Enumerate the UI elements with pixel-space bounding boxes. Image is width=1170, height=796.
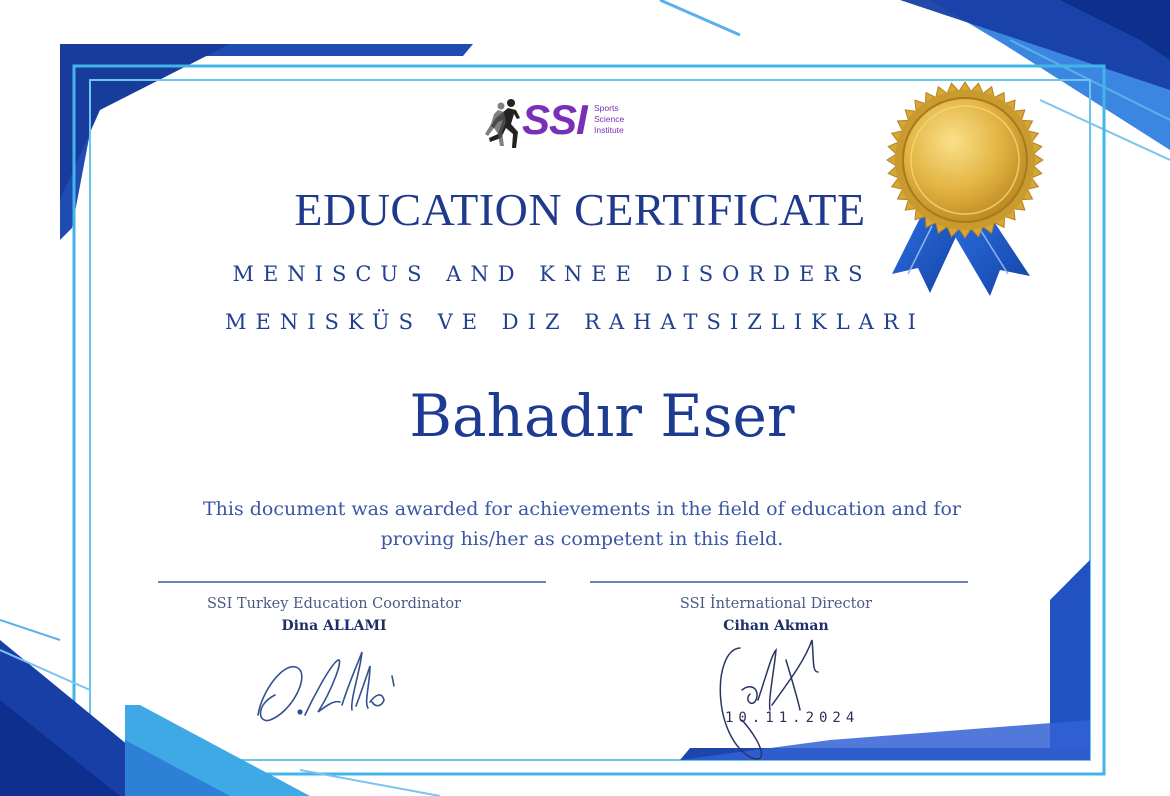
issue-date: 10.11.2024 bbox=[725, 710, 860, 726]
corner-bottom-right-band bbox=[680, 720, 1090, 760]
signature-cihan bbox=[720, 640, 818, 759]
corner-line bbox=[0, 620, 60, 640]
signatory-name: Dina ALLAMI bbox=[281, 618, 387, 634]
course-title-english: MENISCUS AND KNEE DISORDERS bbox=[232, 262, 872, 286]
certificate-title: EDUCATION CERTIFICATE bbox=[294, 184, 866, 235]
recipient-name: Bahadır Eser bbox=[409, 382, 795, 450]
signatory-role: SSI Turkey Education Coordinator bbox=[206, 596, 462, 612]
signatory-name: Cihan Akman bbox=[723, 618, 829, 634]
logo-tagline-line: Institute bbox=[594, 125, 624, 135]
logo-wordmark: SSI bbox=[522, 96, 587, 143]
signatory-left bbox=[158, 596, 510, 634]
signatory-role: SSI İnternational Director bbox=[679, 596, 873, 612]
logo-tagline-line: Science bbox=[594, 114, 625, 124]
award-statement-line: proving his/her as competent in this field. bbox=[380, 528, 784, 550]
course-title-turkish: MENISKÜS VE DIZ RAHATSIZLIKLARI bbox=[225, 310, 925, 334]
corner-line bbox=[660, 0, 740, 35]
corner-bottom-right-shade bbox=[1050, 560, 1090, 748]
signatory-right bbox=[590, 596, 962, 634]
signature-dina bbox=[258, 652, 394, 721]
logo-tagline-line: Sports bbox=[594, 103, 619, 113]
runner-icon bbox=[484, 98, 524, 152]
award-statement-line: This document was awarded for achievements in the field of education and for bbox=[202, 498, 961, 520]
award-statement bbox=[0, 494, 1164, 554]
logo-tagline bbox=[594, 103, 624, 136]
